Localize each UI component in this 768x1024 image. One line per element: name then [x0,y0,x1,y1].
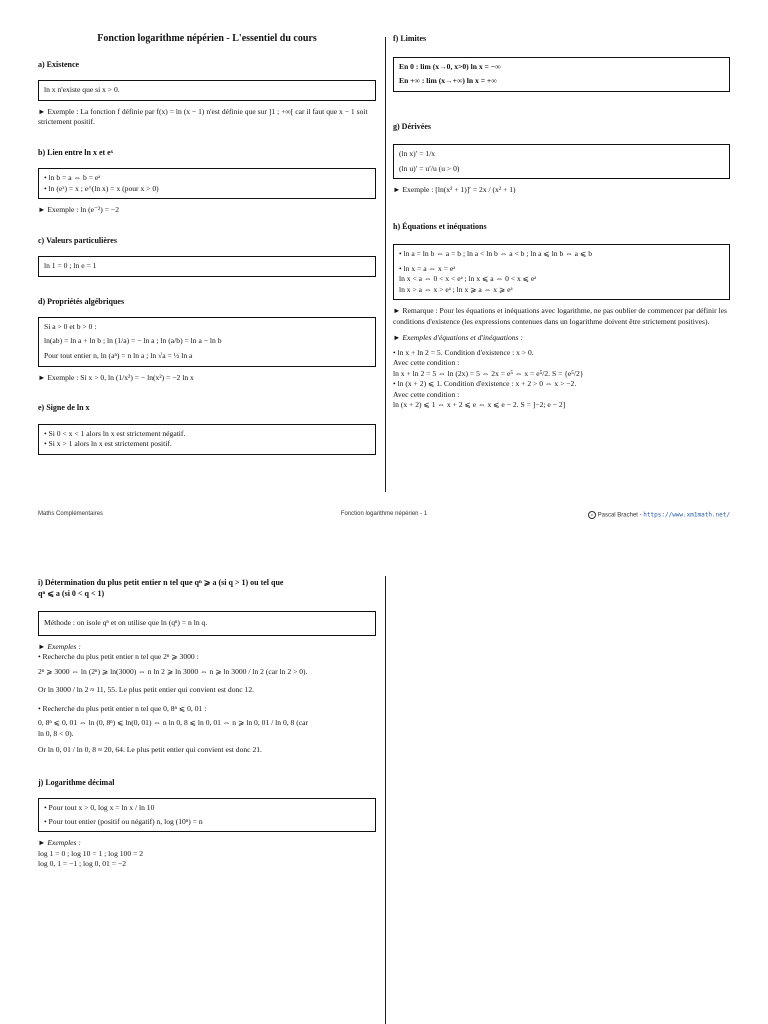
example-line: log 0, 1 = −1 ; log 0, 01 = −2 [38,859,127,868]
section-g-example: ► Exemple : [ln(x² + 1)]′ = 2x / (x² + 1) [393,185,516,194]
section-b-heading: b) Lien entre ln x et eˣ [38,147,114,157]
example-line: • Recherche du plus petit entier n tel que 2ⁿ ⩾ 3000 : [38,652,199,661]
example-line: ln x + ln 2 = 5 ⇔ ln (2x) = 5 ⇔ 2x = e⁵ ⇔ x = e⁵/2. S = {e⁵/2} [393,368,584,378]
footer-author: Pascal Brachet - [597,512,644,519]
example-line: Avec cette condition : [393,389,460,399]
box-line: Méthode : on isole qⁿ et on utilise que ln (qⁿ) = n ln q. [44,618,208,627]
box-line: • Pour tout entier (positif ou négatif) n, log (10ⁿ) = n [44,816,203,826]
box-line: • ln b = a ⇔ b = eᵃ [44,173,101,182]
box-line: ln(ab) = ln a + ln b ; ln (1/a) = − ln a ; ln (a/b) = ln a − ln b [44,335,222,345]
box-line: ln x < a ⇔ 0 < x < eᵃ ; ln x ⩽ a ⇔ 0 < x ⩽ eᵃ [399,274,537,283]
box-line: Pour tout entier n, ln (aⁿ) = n ln a ; ln √a = ½ ln a [44,351,193,360]
section-d-example: ► Exemple : Si x > 0, ln (1/x²) = − ln(x²) = −2 ln x [38,372,194,382]
example-line: • Recherche du plus petit entier n tel que 0, 8ⁿ ⩽ 0, 01 : [38,703,207,713]
page1-right-column [393,34,730,411]
page-title: Fonction logarithme népérien - L'essentiel du cours [97,33,317,44]
section-h-remark: ► Remarque : Pour les équations et inéquations avec logarithme, ne pas oublier de commencer par définir les conditions d'existence (les expressions contenues dans un logarithme doivent être strictement positives). [393,306,727,326]
section-d-heading: d) Propriétés algébriques [38,296,125,306]
section-h-box [393,244,730,300]
column-divider [385,576,386,1024]
box-line: (ln x)′ = 1/x [399,149,436,158]
section-j-examples-title: ► Exemples : [38,838,81,847]
section-c-heading: c) Valeurs particulières [38,235,117,245]
box-line: (ln u)′ = u′/u (u > 0) [399,163,460,173]
section-a-box [38,80,376,101]
box-line: ln x > a ⇔ x > eᵃ ; ln x ⩾ a ⇔ x ⩾ eᵃ [399,284,513,294]
box-line: • Pour tout x > 0, log x = ln x / ln 10 [44,803,155,812]
section-i-heading [38,578,376,599]
example-line: ln (x + 2) ⩽ 1 ⇔ x + 2 ⩽ e ⇔ x ⩽ e − 2. S = ]−2; e − 2] [393,400,566,409]
box-line: • Si 0 < x < 1 alors ln x est strictement négatif. [44,428,186,438]
box-line: ln x n'existe que si x > 0. [44,85,120,94]
section-h-heading: h) Équations et inéquations [393,221,487,231]
example-line: ln 0, 8 < 0). [38,728,74,738]
example-line: Or ln 0, 01 / ln 0, 8 ≈ 20, 64. Le plus petit entier qui convient est donc 21. [38,745,262,754]
section-a-heading: a) Existence [38,59,80,69]
section-d-box [38,317,376,367]
section-c-box [38,256,376,277]
section-j-box [38,798,376,832]
footer-right [588,511,730,519]
section-b-example: ► Exemple : ln (e⁻²) = −2 [38,205,119,214]
box-line: • ln a = ln b ⇔ a = b ; ln a < ln b ⇔ a < b ; ln a ⩽ ln b ⇔ a ⩽ b [399,249,593,258]
section-h-examples-title: ► Exemples d'équations et d'inéquations : [393,333,523,342]
page2-left-column [38,578,376,870]
heading-line: qⁿ ⩽ a (si 0 < q < 1) [38,588,105,598]
box-line: • Si x > 1 alors ln x est strictement positif. [44,439,172,448]
example-line: Avec cette condition : [393,358,460,367]
section-a-example: ► Exemple : La fonction f définie par f(x) = ln (x − 1) n'est définie que sur ]1 ; +∞[ car il faut que x − 1 soit strictement positif. [38,106,368,126]
box-line: ln 1 = 0 ; ln e = 1 [44,261,97,270]
example-line: • ln x + ln 2 = 5. Condition d'existence : x > 0. [393,347,534,357]
section-g-heading: g) Dérivées [393,121,431,131]
section-i-box [38,611,376,636]
box-line: Si a > 0 et b > 0 : [44,322,97,331]
footer-center: Fonction logarithme népérien - 1 [340,511,428,517]
example-line: Or ln 3000 / ln 2 ≈ 11, 55. Le plus petit entier qui convient est donc 12. [38,685,255,694]
box-line: • ln x = a ⇔ x = eᵃ [399,263,456,273]
page-2 [0,570,768,1024]
section-g-box [393,144,730,179]
heading-line: i) Détermination du plus petit entier n tel que qⁿ ⩾ a (si q > 1) ou tel que [38,578,284,587]
section-e-box [38,424,376,455]
section-b-box [38,168,376,199]
example-line: 0, 8ⁿ ⩽ 0, 01 ⇔ ln (0, 8ⁿ) ⩽ ln(0, 01) ⇔ n ln 0, 8 ⩽ ln 0, 01 ⇔ n ⩾ ln 0, 01 / ln 0, 8 (car [38,718,309,727]
column-divider [385,37,386,492]
example-line: log 1 = 0 ; log 10 = 1 ; log 100 = 2 [38,848,144,858]
page1-left-column [38,34,376,461]
copyright-icon: c [588,511,596,519]
section-j-heading: j) Logarithme décimal [38,777,115,787]
example-line: • ln (x + 2) ⩽ 1. Condition d'existence : x + 2 > 0 ⇔ x > −2. [393,379,577,388]
box-line: En 0 : lim (x→0, x>0) ln x = −∞ [399,61,501,71]
section-f-heading: f) Limites [393,34,427,43]
footer-left: Maths Complémentaires [38,511,104,517]
section-i-examples-title: ► Exemples : [38,641,81,651]
footer-url-link[interactable]: https://www.xm1math.net/ [643,511,730,519]
box-line: • ln (eˣ) = x ; e^(ln x) = x (pour x > 0) [44,183,159,193]
section-f-box [393,57,730,92]
example-line: 2ⁿ ⩾ 3000 ⇔ ln (2ⁿ) ⩾ ln(3000) ⇔ n ln 2 ⩾ ln 3000 ⇔ n ⩾ ln 3000 / ln 2 (car ln 2 > 0). [38,666,308,676]
box-line: En +∞ : lim (x→+∞) ln x = +∞ [399,76,497,85]
section-e-heading: e) Signe de ln x [38,403,90,412]
